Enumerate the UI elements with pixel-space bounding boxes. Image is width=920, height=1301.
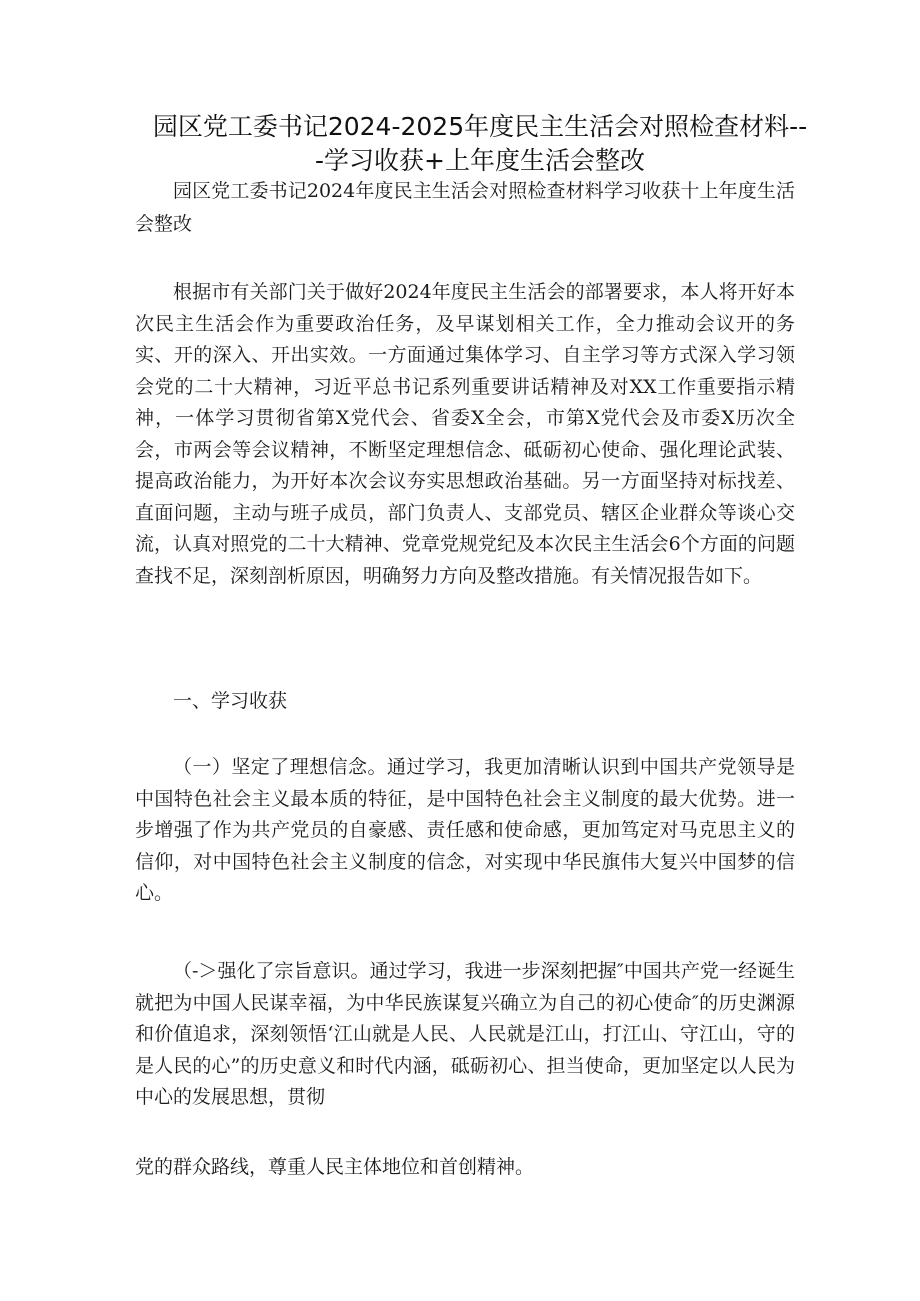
intro-paragraph: 根据市有关部门关于做好2024年度民主生活会的部署要求，本人将开好本次民主生活会作为重要政治任务，及早谋划相关工作，全力推动会议开的务实、开的深入、开出实效。一方面通过集体学习、自主学习等方式深入学习领会党的二十大精神，习近平总书记系列重要讲话精神及对XX工作重要指示精神，一体学习贯彻省第X党代会、省委X全会，市第X党代会及市委X历次全会，市两会等会议精神，不断坚定理想信念、砥砺初心使命、强化理论武装、提高政治能力，为开好本次会议夯实思想政治基础。另一方面坚持对标找差、直面问题，主动与班子成员，部门负责人、支部党员、辖区企业群众等谈心交流，认真对照党的二十大精神、党章党规党纪及本次民主生活会6个方面的问题查找不足，深刻剖析原因，明确努力方向及整改措施。有关情况报告如下。 bbox=[135, 281, 795, 587]
point-purpose-paragraph: （-＞强化了宗旨意识。通过学习，我进一步深刻把握″中国共产党一经诞生就把为中国人民谋幸福，为中华民族谋复兴确立为自己的初心使命″的历史渊源和价值追求，深刻领悟‘江山就是人民、人民就是江山，打江山、守江山，守的是人民的心”的历史意义和时代内涵，砥砺初心、担当使命，更加坚定以人民为中心的发展思想，贯彻 bbox=[135, 960, 795, 1108]
document-subtitle: 园区党工委书记2024年度民主生活会对照检查材料学习收获十上年度生活会整改 bbox=[135, 180, 795, 235]
point-ideals-paragraph: （一）坚定了理想信念。通过学习，我更加清晰认识到中国共产党领导是中国特色社会主义最本质的特征，是中国特色社会主义制度的最大优势。进一步增强了作为共产党员的自豪感、责任感和使命感，更加笃定对马克思主义的信仰，对中国特色社会主义制度的信念，对实现中华民旗伟大复兴中国梦的信心。 bbox=[135, 756, 795, 904]
section-heading-learning-gains: 一、学习收获 bbox=[173, 690, 288, 712]
point-purpose-continuation: 党的群众路线，尊重人民主体地位和首创精神。 bbox=[135, 1156, 535, 1178]
document-title: 园区党工委书记2024-2025年度民主生活会对照检查材料---学习收获+上年度生活会整改 bbox=[152, 112, 808, 175]
